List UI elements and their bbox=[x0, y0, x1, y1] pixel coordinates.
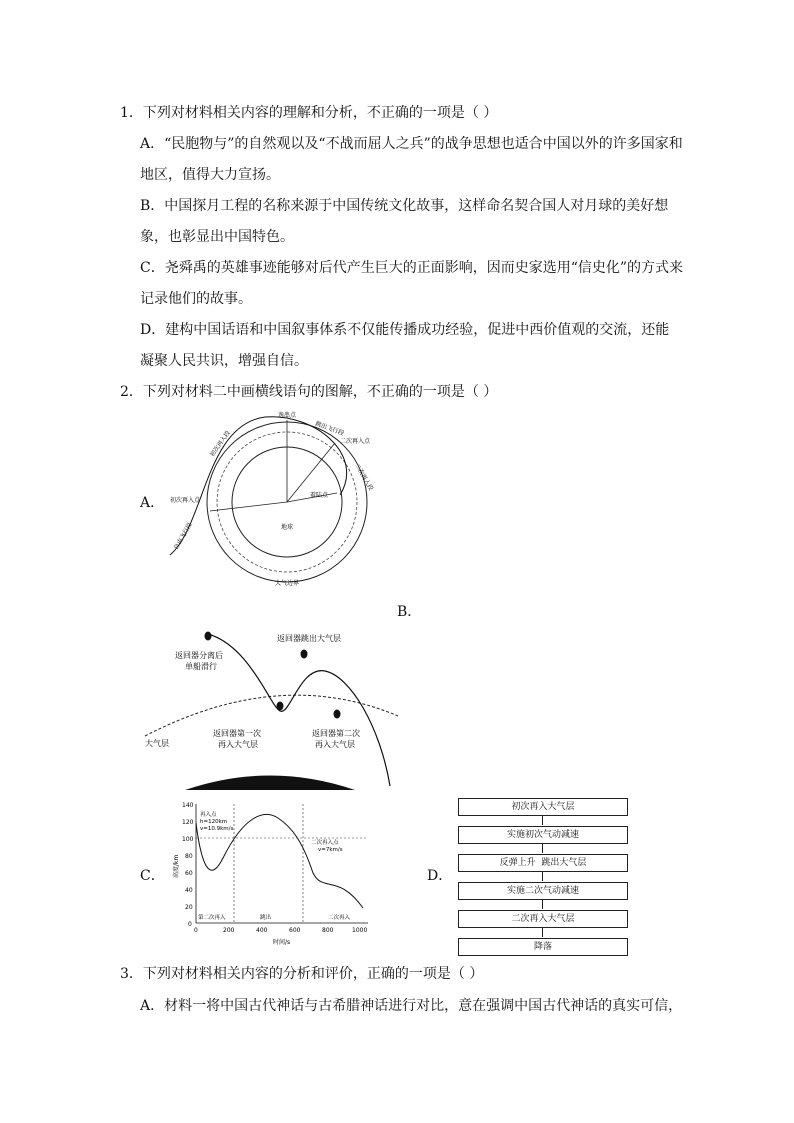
label-first1: 返回器第一次 bbox=[213, 729, 261, 738]
capsule-3 bbox=[301, 650, 308, 659]
y-tick-100: 100 bbox=[182, 836, 194, 843]
flow-step-4: 实施二次气动减速 bbox=[458, 882, 628, 900]
q1-option-b-line2: 象，也彰显出中国特色。 bbox=[140, 229, 294, 245]
y-axis-label: 高度/km bbox=[173, 854, 180, 878]
y-tick-20: 20 bbox=[185, 904, 193, 911]
q1-option-b-line1: B．中国探月工程的名称来源于中国传统文化故事，这样命名契合国人对月球的美好想 bbox=[140, 198, 669, 214]
x-axis-label: 时间/s bbox=[273, 939, 291, 946]
capsule-2 bbox=[277, 702, 284, 711]
capsule-1 bbox=[205, 632, 212, 641]
flow-arrow-3 bbox=[542, 872, 543, 881]
label-atm: 大气层 bbox=[145, 739, 169, 748]
q1-option-a-line1: A．“民胞物与”的自然观以及“不战而屈人之兵”的战争思想也适合中国以外的许多国家和 bbox=[140, 136, 683, 152]
earth-shape bbox=[185, 776, 355, 791]
flow-step-3: 反弹上升 跳出大气层 bbox=[458, 854, 628, 872]
flow-step-6: 降落 bbox=[458, 938, 628, 956]
q3-stem: 3．下列对材料相关内容的分析和评价，正确的一项是（ ） bbox=[120, 966, 484, 982]
figure-c-altitude-chart bbox=[168, 798, 373, 953]
label-second2: 再入大气层 bbox=[315, 740, 355, 749]
y-tick-0: 0 bbox=[188, 921, 192, 928]
x-tick-600: 600 bbox=[289, 927, 301, 934]
label-v2: v=7km/s bbox=[318, 847, 343, 853]
radius-line-3 bbox=[210, 502, 287, 511]
label-entry: 再入点 bbox=[200, 812, 217, 818]
flow-step-1: 初次再入大气层 bbox=[458, 798, 628, 816]
figure-a-trajectory bbox=[165, 405, 385, 590]
q1-stem: 1．下列对材料相关内容的理解和分析，不正确的一项是（ ） bbox=[120, 105, 498, 121]
label-escape: 逸出点 bbox=[278, 412, 297, 419]
y-tick-120: 120 bbox=[182, 819, 194, 826]
y-tick-60: 60 bbox=[185, 870, 193, 877]
label-free: 自由飞行段 bbox=[172, 521, 194, 551]
x-tick-0: 0 bbox=[194, 927, 198, 934]
trajectory-path bbox=[170, 417, 347, 555]
q1-option-d-line2: 凝聚人民共识，增强自信。 bbox=[140, 353, 308, 369]
label-landing: 着陆点 bbox=[310, 492, 329, 499]
q2-option-c-label: C． bbox=[140, 868, 165, 884]
label-first-point: 初次再入点 bbox=[170, 497, 201, 504]
flow-arrow-2 bbox=[542, 844, 543, 853]
label-second-entry: 二次再入点 bbox=[311, 840, 339, 846]
q2-option-d-label: D． bbox=[427, 868, 453, 884]
label-skip: 跳出飞行段 bbox=[314, 420, 345, 438]
y-tick-80: 80 bbox=[185, 853, 193, 860]
q1-option-a-line2: 地区，值得大力宣扬。 bbox=[140, 167, 280, 183]
capsule-4 bbox=[334, 710, 341, 719]
label-second-segment: 二次再入段 bbox=[353, 462, 375, 492]
segment-1: 第二次再入 bbox=[198, 915, 226, 921]
q2-option-a-label: A． bbox=[140, 495, 165, 511]
trajectory-curve bbox=[208, 634, 390, 786]
atmosphere-dashed-arc bbox=[145, 695, 398, 736]
q2-stem: 2．下列对材料二中画横线语句的图解，不正确的一项是（ ） bbox=[120, 384, 498, 400]
label-earth: 地球 bbox=[281, 524, 294, 531]
figure-b-reentry bbox=[140, 626, 405, 791]
q3-option-a-line1: A．材料一将中国古代神话与古希腊神话进行对比，意在强调中国古代神话的真实可信， bbox=[140, 998, 683, 1014]
segment-2: 跳出 bbox=[260, 915, 272, 921]
flow-arrow-4 bbox=[542, 900, 543, 909]
x-tick-800: 800 bbox=[322, 927, 334, 934]
label-sep: 返回器分离后 bbox=[175, 651, 223, 660]
x-tick-200: 200 bbox=[223, 927, 235, 934]
label-first2: 再入大气层 bbox=[218, 740, 258, 749]
segment-3: 二次再入 bbox=[328, 915, 351, 921]
q2-option-b-label: B． bbox=[397, 604, 422, 620]
x-tick-1000: 1000 bbox=[352, 927, 368, 934]
label-skipout: 返回器跳出大气层 bbox=[277, 634, 341, 643]
label-second1: 返回器第二次 bbox=[312, 729, 360, 738]
flow-step-2: 实施初次气动减速 bbox=[458, 826, 628, 844]
label-second-point: 二次再入点 bbox=[340, 438, 371, 445]
q1-option-d-line1: D．建构中国话语和中国叙事体系不仅能传播成功经验，促进中西价值观的交流，还能 bbox=[140, 322, 670, 338]
figure-d-flowchart bbox=[458, 798, 628, 956]
label-boundary: 大气边界 bbox=[275, 580, 300, 587]
y-tick-40: 40 bbox=[185, 887, 193, 894]
label-sep2: 单船滑行 bbox=[185, 662, 217, 671]
y-tick-140: 140 bbox=[182, 802, 194, 809]
y-ticks bbox=[182, 802, 194, 928]
label-first-segment: 初次再入段 bbox=[208, 429, 232, 459]
flow-arrow-5 bbox=[542, 928, 543, 937]
flow-arrow-1 bbox=[542, 816, 543, 825]
q1-option-c-line2: 记录他们的故事。 bbox=[140, 291, 252, 307]
label-h: h=120km bbox=[200, 819, 228, 825]
x-tick-400: 400 bbox=[256, 927, 268, 934]
label-v: v=10.9km/s bbox=[200, 826, 234, 832]
x-ticks bbox=[194, 927, 367, 934]
q1-option-c-line1: C．尧舜禹的英雄事迹能够对后代产生巨大的正面影响，因而史家选用“信史化”的方式来 bbox=[140, 260, 684, 276]
flow-step-5: 二次再入大气层 bbox=[458, 910, 628, 928]
